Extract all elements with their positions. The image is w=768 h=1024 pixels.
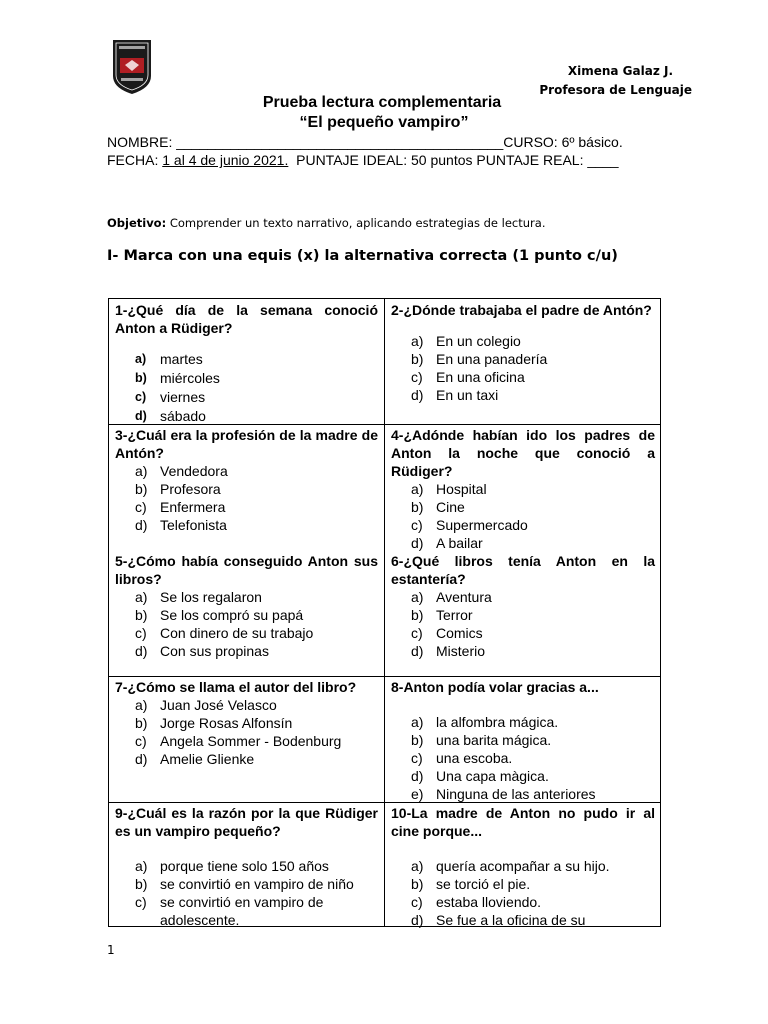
option[interactable]: c) viernes — [135, 389, 206, 405]
teacher-name: Ximena Galaz J. — [567, 64, 673, 78]
option[interactable]: a) Hospital — [411, 481, 487, 497]
document-title: Prueba lectura complementaria — [262, 94, 502, 111]
options-list — [391, 332, 655, 404]
option[interactable]: d) sábado — [135, 408, 206, 424]
name-course-line: NOMBRE: __________________________________________CURSO: 6º básico. — [107, 134, 623, 150]
question-1 — [109, 301, 384, 426]
question-4 — [385, 426, 661, 552]
question-text: 1-¿Qué día de la semana conoció Anton a Rüdiger? — [115, 302, 378, 336]
question-2 — [385, 301, 661, 404]
option[interactable]: d) Con sus propinas — [135, 643, 269, 659]
question-10 — [385, 804, 661, 929]
option[interactable]: b) se convirtió en vampiro de niño — [135, 876, 354, 892]
section-title: I- Marca con una equis (x) la alternativa correcta (1 punto c/u) — [107, 248, 618, 264]
option[interactable]: a) martes — [135, 351, 203, 367]
question-text: 9-¿Cuál es la razón por la que Rüdiger es un vampiro pequeño? — [115, 805, 378, 839]
option[interactable]: e) Ninguna de las anteriores — [411, 786, 596, 802]
document-subtitle: “El pequeño vampiro” — [299, 114, 469, 131]
option[interactable]: b) Profesora — [135, 481, 221, 497]
options-list — [115, 462, 378, 534]
document-title-block — [0, 93, 768, 133]
option[interactable]: b) En una panadería — [411, 351, 548, 367]
option[interactable]: d) Telefonista — [135, 517, 227, 533]
option[interactable]: c) estaba lloviendo. — [411, 894, 542, 910]
option[interactable]: a) porque tiene solo 150 años — [135, 858, 329, 874]
option[interactable]: c) se convirtió en vampiro de adolescente. — [135, 894, 324, 928]
question-text: 3-¿Cuál era la profesión de la madre de Antón? — [115, 427, 378, 461]
options-list — [391, 588, 655, 660]
option[interactable]: d) Misterio — [411, 643, 486, 659]
option[interactable]: c) Supermercado — [411, 517, 528, 533]
objective — [107, 216, 546, 230]
option[interactable]: a) En un colegio — [411, 333, 521, 349]
options-list — [115, 588, 378, 660]
option[interactable]: a) Juan José Velasco — [135, 697, 277, 713]
options-list — [115, 857, 378, 929]
options-list — [115, 350, 378, 426]
questions-table — [108, 298, 661, 927]
question-text: 8-Anton podía volar gracias a... — [391, 679, 599, 695]
option[interactable]: c) En una oficina — [411, 369, 525, 385]
question-6 — [385, 552, 661, 660]
options-list — [115, 696, 378, 768]
option[interactable]: b) miércoles — [135, 370, 220, 386]
question-text: 2-¿Dónde trabajaba el padre de Antón? — [391, 302, 652, 318]
option[interactable]: b) Se los compró su papá — [135, 607, 304, 623]
row-divider — [109, 676, 660, 677]
option[interactable]: a) Se los regalaron — [135, 589, 262, 605]
option[interactable]: a) Aventura — [411, 589, 492, 605]
option[interactable]: a) Vendedora — [135, 463, 228, 479]
option[interactable]: b) una barita mágica. — [411, 732, 552, 748]
option[interactable]: b) se torció el pie. — [411, 876, 531, 892]
question-text: 6-¿Qué libros tenía Anton en la estantería? — [391, 553, 655, 587]
option[interactable]: c) Enfermera — [135, 499, 226, 515]
score-text: PUNTAJE IDEAL: 50 puntos PUNTAJE REAL: ____ — [288, 152, 619, 168]
option[interactable]: a) quería acompañar a su hijo. — [411, 858, 610, 874]
option[interactable]: c) Comics — [411, 625, 483, 641]
objective-text: Comprender un texto narrativo, aplicando estrategias de lectura. — [166, 216, 546, 230]
options-list — [391, 480, 655, 552]
question-3 — [109, 426, 384, 534]
option[interactable]: d) En un taxi — [411, 387, 499, 403]
options-list — [391, 713, 655, 803]
question-text: 7-¿Cómo se llama el autor del libro? — [115, 679, 357, 695]
option[interactable]: d) Se fue a la oficina de su — [411, 912, 586, 928]
question-7 — [109, 678, 384, 768]
option[interactable]: b) Jorge Rosas Alfonsín — [135, 715, 293, 731]
question-text: 5-¿Cómo había conseguido Anton sus libros? — [115, 553, 378, 587]
date-value: 1 al 4 de junio 2021. — [162, 152, 289, 168]
date-label: FECHA: — [107, 152, 163, 168]
date-score-line — [107, 152, 619, 169]
page-number: 1 — [107, 943, 115, 957]
question-8 — [385, 678, 661, 803]
option[interactable]: c) una escoba. — [411, 750, 513, 766]
option[interactable]: c) Angela Sommer - Bodenburg — [135, 733, 342, 749]
option[interactable]: d) Una capa màgica. — [411, 768, 549, 784]
options-list — [391, 857, 655, 929]
option[interactable]: d) Amelie Glienke — [135, 751, 255, 767]
option[interactable]: b) Terror — [411, 607, 473, 623]
option[interactable]: d) A bailar — [411, 535, 483, 551]
teacher-role: Profesora de Lenguaje — [539, 83, 692, 97]
school-crest-logo — [111, 38, 153, 96]
option[interactable]: a) la alfombra mágica. — [411, 714, 559, 730]
option[interactable]: c) Con dinero de su trabajo — [135, 625, 314, 641]
option[interactable]: b) Cine — [411, 499, 465, 515]
question-text: 10-La madre de Anton no pudo ir al cine porque... — [391, 805, 655, 839]
objective-label: Objetivo: — [107, 216, 167, 230]
question-9 — [109, 804, 384, 929]
question-text: 4-¿Adónde habían ido los padres de Anton la noche que conoció a Rüdiger? — [391, 427, 655, 479]
question-5 — [109, 552, 384, 660]
